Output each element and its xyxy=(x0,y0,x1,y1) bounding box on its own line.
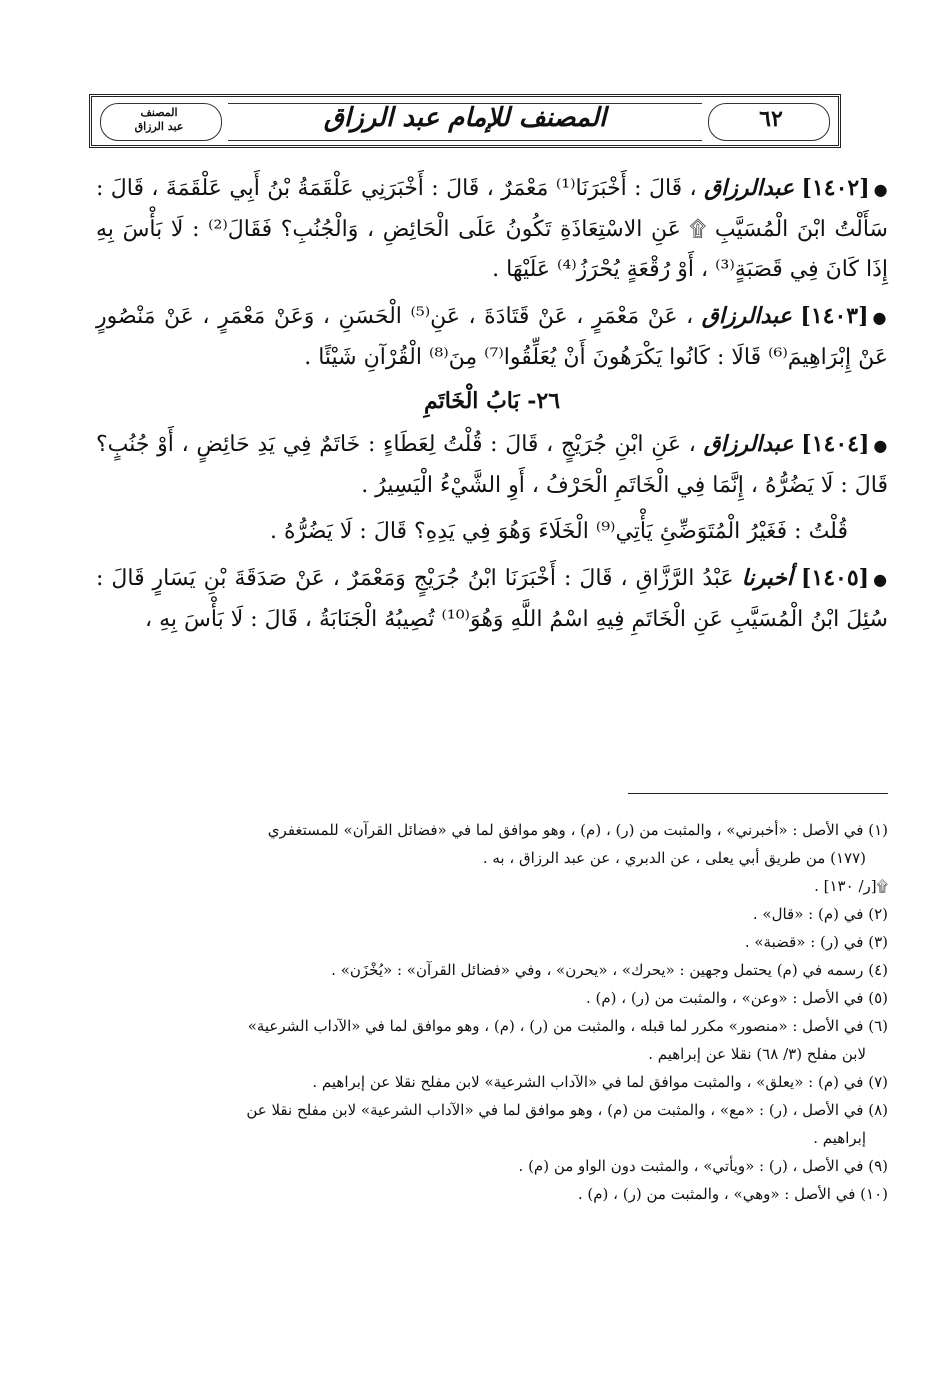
footnote xyxy=(98,1152,888,1180)
footnote-divider xyxy=(628,793,888,794)
footnote-text: رسمه في (م) يحتمل وجهين : «يحرك» ، «يحرن» ، وفي «فضائل القرآن» : «يُخْزَن» . xyxy=(331,961,864,979)
page-header xyxy=(89,94,841,148)
footnote xyxy=(98,1012,888,1068)
footnote xyxy=(98,956,888,984)
hadith-entry xyxy=(96,296,888,378)
footnote-text: في الأصل : «وعن» ، والمثبت من (ر) ، (م) . xyxy=(585,989,864,1007)
footnote xyxy=(98,1096,888,1152)
footnote-label: (٧) xyxy=(868,1073,888,1091)
footnote-text: في الأصل ، (ر) : «ويأتي» ، والمثبت دون الواو من (م) . xyxy=(518,1157,864,1175)
hadith-entry xyxy=(96,558,888,640)
footnote xyxy=(98,928,888,956)
bullet-icon: ● xyxy=(872,308,889,327)
entry-number: [١٤٠٤] xyxy=(801,431,870,457)
entry-text: عَبْدُ الرَّزَّاقِ ، قَالَ : أَخْبَرَنَا ابْنُ جُرَيْجٍ وَمَعْمَرٌ ، عَنْ صَدَقَةَ بْنِ يَسَارٍ قَالَ : سُئِلَ ابْنُ الْمُسَيَّبِ عَنِ الْخَاتَمِ فِيهِ اسْمُ اللَّهِ وَهُوَ⁽¹⁰⁾ تُصِيبُهُ الْجَنَابَةُ ، قَالَ : لَا بَأْسَ بِهِ ، xyxy=(96,566,888,632)
footnote-label: (٥) xyxy=(868,989,888,1007)
footnote-label: (١) xyxy=(868,821,888,839)
page-number: ٦٢ xyxy=(759,106,783,132)
entry-number: [١٤٠٢] xyxy=(801,175,870,201)
footnote-continuation: (١٧٧) من طريق أبي يعلى ، عن الدبري ، عن عبد الرزاق ، به . xyxy=(482,849,866,867)
footnote-text: في الأصل : «أخبرني» ، والمثبت من (ر) ، (م) ، وهو موافق لما في «فضائل القرآن» للمستغفري xyxy=(267,821,864,839)
hadith-entry xyxy=(96,168,888,290)
footnote xyxy=(98,872,888,900)
footnote-label: (١٠) xyxy=(860,1185,888,1203)
footnote xyxy=(98,900,888,928)
logo-line-2: عبد الرزاق xyxy=(134,120,184,133)
indented-line: قُلْتُ : فَغَيْرُ الْمُتَوَضِّئِ يَأْتِي⁽⁹⁾ الْخَلَاءَ وَهُوَ فِي يَدِهِ؟ قَالَ : لَا يَضُرُّهُ . xyxy=(270,519,848,544)
entry-text: ، قَالَ : أَخْبَرَنَا⁽¹⁾ مَعْمَرٌ ، قَالَ : أَخْبَرَنِي عَلْقَمَةُ بْنُ أَبِي عَلْقَمَةَ ، قَالَ : سَأَلْتُ ابْنَ الْمُسَيَّبِ ۩ عَنِ الاسْتِعَاذَةِ تَكُونُ عَلَى الْحَائِضِ ، وَالْجُنُبِ؟ فَقَالَ⁽²⁾ : لَا بَأْسَ بِهِ إِذَا كَانَ فِي قَصَبَةٍ⁽³⁾ ، أَوْ رُقْعَةٍ يُحْرَزُ⁽⁴⁾ عَلَيْهَا . xyxy=(96,176,888,282)
footnotes xyxy=(98,816,888,1208)
footnote-label: (٦) xyxy=(868,1017,888,1035)
chapter-heading: ٢٦- بَابُ الْخَاتَمِ xyxy=(423,388,561,414)
footnote-label: (٨) xyxy=(868,1101,888,1119)
footnote xyxy=(98,1180,888,1208)
logo-line-1: المصنف xyxy=(140,106,178,119)
footnote-label: (٤) xyxy=(868,961,888,979)
entry-author: عبدالرزاق xyxy=(703,431,794,457)
footnote xyxy=(98,984,888,1012)
book-logo xyxy=(106,106,212,136)
bullet-icon: ● xyxy=(873,570,888,589)
bullet-icon: ● xyxy=(873,180,888,199)
footnote-text: في (م) : «يعلق» ، والمثبت موافق لما في «الآداب الشرعية» لابن مفلح نقلا عن إبراهيم . xyxy=(312,1073,864,1091)
entry-text: ، عَنْ مَعْمَرٍ ، عَنْ قَتَادَةَ ، عَنِ⁽⁵⁾ الْحَسَنِ ، وَعَنْ مَعْمَرٍ ، عَنْ مَنْصُورٍ عَنْ إِبْرَاهِيمَ⁽⁶⁾ قَالَا : كَانُوا يَكْرَهُونَ أَنْ يُعَلِّقُوا⁽⁷⁾ مِنَ⁽⁸⁾ الْقُرْآنِ شَيْئًا . xyxy=(96,304,888,370)
footnote-continuation: إبراهيم . xyxy=(813,1129,866,1147)
footnote-label: (٣) xyxy=(868,933,888,951)
footnote-text: في الأصل : «منصور» مكرر لما قبله ، والمثبت من (ر) ، (م) ، وهو موافق لما في «الآداب الشرعية» xyxy=(247,1017,864,1035)
footnote-text: في (م) : «قال» . xyxy=(752,905,864,923)
main-text xyxy=(96,168,888,646)
footnote-text: ۩[ر/ ١٣٠] . xyxy=(814,877,888,895)
footnote-label: (٩) xyxy=(868,1157,888,1175)
footnote xyxy=(98,1068,888,1096)
entry-text: ، عَنِ ابْنِ جُرَيْجٍ ، قَالَ : قُلْتُ لِعَطَاءٍ : خَاتَمٌ فِي يَدِ حَائِضٍ ، أَوْ جُنُبٍ؟ قَالَ : لَا يَضُرُّهُ ، إِنَّمَا فِي الْخَاتَمِ الْحَرْفُ ، أَوِ الشَّيْءُ الْيَسِيرُ . xyxy=(96,432,888,498)
entry-number: [١٤٠٥] xyxy=(800,565,870,591)
entry-author: عبدالرزاق xyxy=(701,303,792,329)
entry-number: [١٤٠٣] xyxy=(800,303,869,329)
footnote xyxy=(98,816,888,872)
entry-author: عبدالرزاق xyxy=(704,175,795,201)
footnote-text: في الأصل ، (ر) : «مع» ، والمثبت من (م) ، وهو موافق لما في «الآداب الشرعية» لابن مفلح نقلا عن xyxy=(246,1101,864,1119)
footnote-text: في الأصل : «وهي» ، والمثبت من (ر) ، (م) . xyxy=(577,1185,856,1203)
bullet-icon: ● xyxy=(873,436,889,455)
running-title: المصنف للإمام عبد الرزاق xyxy=(323,103,607,133)
footnote-continuation: لابن مفلح (٣/ ٦٨) نقلا عن إبراهيم . xyxy=(648,1045,866,1063)
entry-author: أخبرنا xyxy=(741,565,793,591)
hadith-entry xyxy=(96,424,888,506)
footnote-label: (٢) xyxy=(868,905,888,923)
footnote-text: في (ر) : «قضبة» . xyxy=(744,933,864,951)
